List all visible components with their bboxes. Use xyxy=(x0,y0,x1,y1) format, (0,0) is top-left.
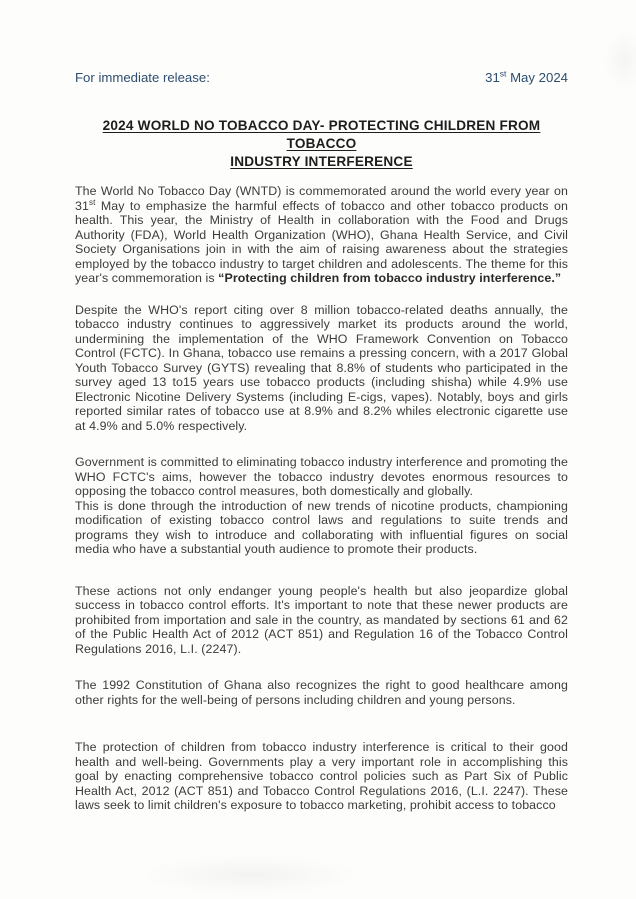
scan-smudge-right xyxy=(604,30,636,90)
paragraph-intro-text: The World No Tobacco Day (WNTD) is commemorated around the world every year on 31 xyxy=(75,184,568,213)
release-line: For immediate release: xyxy=(75,70,210,85)
paragraph-industry-tactics-text: This is done through the introduction of new trends of nicotine products, championing modification of existing tobacco control laws and regulations to suite trends and programs they wish to introduce and collaborating with influential figures on social media who have a substantial youth audience to promote their products. xyxy=(75,498,568,556)
document-header xyxy=(75,70,568,86)
date-ordinal-superscript: st xyxy=(499,68,507,79)
document-body xyxy=(75,184,568,813)
paragraph-intro-text-continued: May to emphasize the harmful effects of tobacco and other tobacco products on health. This year, the Ministry of Health in collaboration with the Food and Drugs Authority (FDA), World Health Organization (WHO), Ghana Health Service, and Civil Society Organisations join in with the aim of raising awareness about the strategies employed by the tobacco industry to target children and adolescents. The theme for this year's commemoration is xyxy=(75,198,568,285)
date-rest: May 2024 xyxy=(506,70,568,85)
document-title-line-2: INDUSTRY INTERFERENCE xyxy=(230,154,413,169)
paragraph-legal-prohibition xyxy=(75,584,568,657)
date-day: 31 xyxy=(485,70,500,85)
paragraph-constitution-text: The 1992 Constitution of Ghana also recognizes the right to good healthcare among other rights for the well-being of persons including children and young persons. xyxy=(75,678,568,707)
paragraph-government-commitment-text: Government is committed to eliminating tobacco industry interference and promoting the WHO FCTC's aims, however the tobacco industry devotes enormous resources to opposing the tobacco control measures, both domestically and globally. xyxy=(75,455,568,498)
paragraph-who-report xyxy=(75,303,568,434)
document-title-line-1: 2024 WORLD NO TOBACCO DAY- PROTECTING CHILDREN FROM TOBACCO xyxy=(102,118,541,151)
paragraph-constitution xyxy=(75,678,568,707)
document-title xyxy=(75,117,568,171)
scan-smudge-bottom xyxy=(140,855,360,895)
paragraph-government-commitment xyxy=(75,455,568,557)
paragraph-protection-policies xyxy=(75,740,568,813)
theme-statement: “Protecting children from tobacco industry interference.” xyxy=(218,271,562,285)
release-date xyxy=(485,70,568,86)
paragraph-legal-prohibition-text: These actions not only endanger young people's health but also jeopardize global success in tobacco control efforts. It's important to note that these newer products are prohibited from importation and sale in the country, as mandated by sections 61 and 62 of the Public Health Act of 2012 (ACT 851) and Regulation 16 of the Tobacco Control Regulations 2016, L.I. (2247). xyxy=(75,583,568,656)
paragraph-intro xyxy=(75,184,568,286)
paragraph-protection-policies-text: The protection of children from tobacco industry interference is critical to their good health and well-being. Governments play a very important role in accomplishing this goal by enacting comprehensive tobacco control policies such as Part Six of Public Health Act, 2012 (ACT 851) and Tobacco Control Regulations 2016, (L.I. 2247). These laws seek to limit children's exposure to tobacco marketing, prohibit access to tobacco xyxy=(75,740,568,812)
paragraph-who-report-text: Despite the WHO's report citing over 8 million tobacco-related deaths annually, the tobacco industry continues to aggressively market its products around the world, undermining the implementation of the WHO Framework Convention on Tobacco Control (FCTC). In Ghana, tobacco use remains a pressing concern, with a 2017 Global Youth Tobacco Survey (GYTS) revealing that 8.8% of students who participated in the survey aged 13 to15 years use tobacco products (including shisha) while 4.9% use Electronic Nicotine Delivery Systems (including E-cigs, vapes). Notably, boys and girls reported similar rates of tobacco use at 8.9% and 8.2% whiles electronic cigarette use at 4.9% and 5.0% respectively. xyxy=(75,302,568,433)
date-ordinal-superscript-inline: st xyxy=(88,197,96,207)
